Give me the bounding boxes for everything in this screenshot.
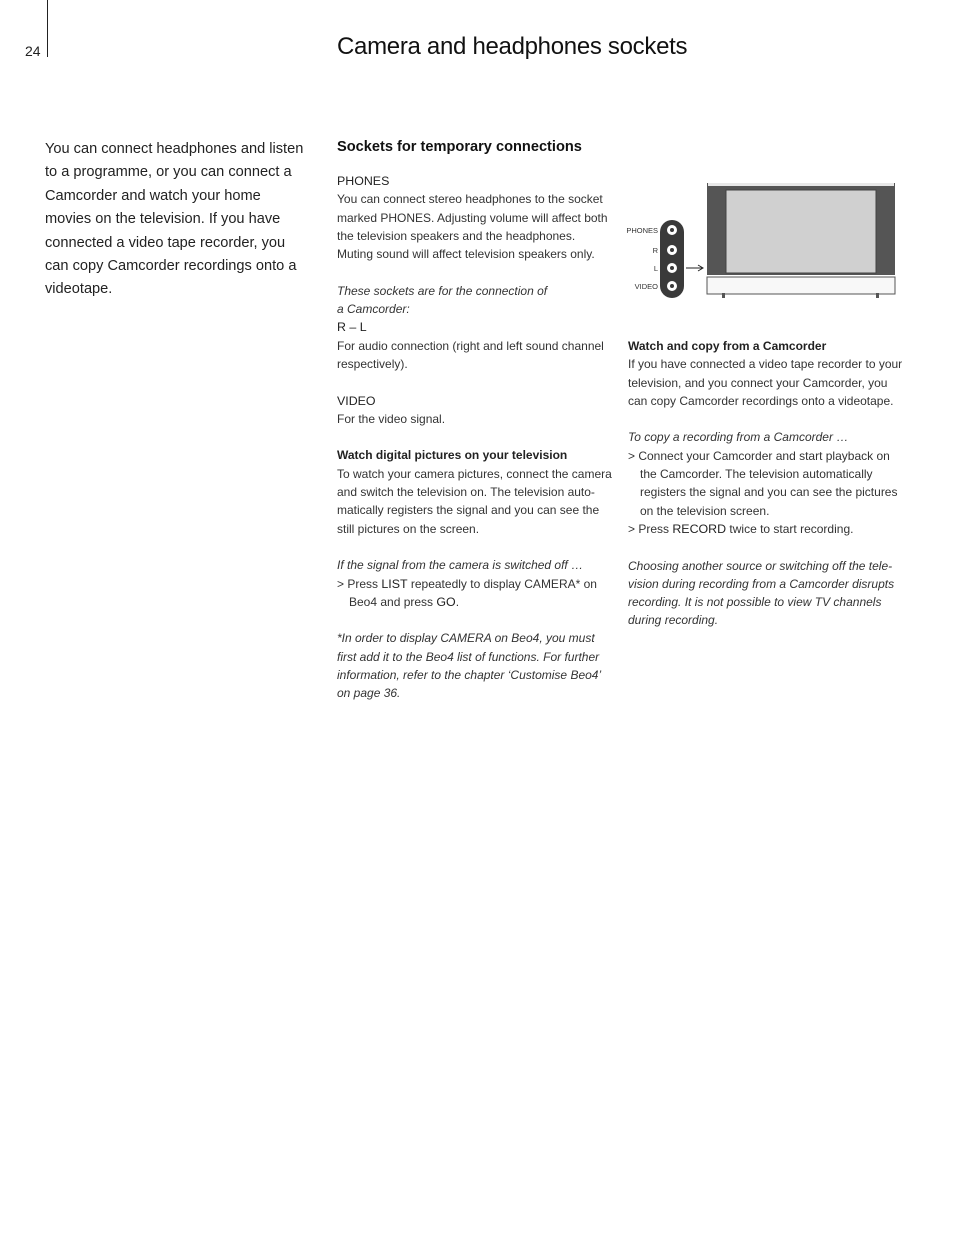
step-end: . <box>455 594 460 609</box>
watch-copy-text: If you have connected a video tape recorder to your television, and you connect your Camcorder, you can copy Camcorder recordings onto a videotape. <box>628 357 903 408</box>
socket-diagram <box>626 180 898 302</box>
tv-foot-right <box>876 293 879 298</box>
key-list: LIST <box>381 576 408 591</box>
step-prefix: > Press <box>337 576 382 591</box>
video-label: VIDEO <box>337 393 376 408</box>
key-record: RECORD <box>672 521 727 536</box>
key-go: GO <box>436 594 456 609</box>
socket-phones <box>667 225 677 235</box>
section-title: Sockets for temporary connections <box>337 139 582 155</box>
watch-copy-note: Choosing another source or switching off the tele-vision during recording from a Camcorder disrupts recording. It is not possible to view TV channels during recording. <box>628 558 895 628</box>
camcorder-sockets-intro-1: These sockets are for the connection of <box>337 283 548 298</box>
tv-foot-left <box>722 293 725 298</box>
video-text: For the video signal. <box>337 411 446 426</box>
watch-copy-step-2 <box>628 520 906 538</box>
rl-text: For audio connection (right and left sound channel respectively). <box>337 338 604 371</box>
socket-video <box>667 281 677 291</box>
tv-top-edge <box>708 183 894 186</box>
label-r: R <box>652 246 658 255</box>
watch-copy-step-1: > Connect your Camcorder and start playback on the Camcorder. The television automatically registers the signal and you can see the pictures on the television screen. <box>628 448 898 518</box>
watch-copy-condition: To copy a recording from a Camcorder … <box>628 430 849 445</box>
watch-digital-text: To watch your camera pictures, connect the camera and switch the television on. The television auto-matically registers the signal and you can see the still pictures on the screen. <box>337 466 612 536</box>
page-number: 24 <box>25 43 41 59</box>
page-divider <box>47 0 48 57</box>
column-right <box>628 337 906 630</box>
rl-label: R – L <box>337 320 367 335</box>
column-left <box>337 172 613 703</box>
watch-digital-heading: Watch digital pictures on your television <box>337 448 568 463</box>
intro-paragraph: You can connect headphones and listen to a programme, or you can connect a Camcorder and watch your home movies on the television. If you have connected a video tape recorder, you can copy Camcorder recordings onto a videotape. <box>45 141 304 298</box>
step2-prefix: > Press <box>628 521 673 536</box>
label-phones: PHONES <box>626 226 658 235</box>
watch-digital-condition: If the signal from the camera is switched off … <box>337 558 584 573</box>
tv-stand <box>707 277 895 294</box>
watch-digital-step <box>337 575 613 612</box>
camcorder-sockets-intro-2: a Camcorder: <box>337 302 410 317</box>
socket-diagram-svg <box>626 180 898 302</box>
page-title: Camera and headphones sockets <box>337 33 688 60</box>
socket-l <box>667 263 677 273</box>
socket-r <box>667 245 677 255</box>
phones-label: PHONES <box>337 174 390 188</box>
watch-copy-heading: Watch and copy from a Camcorder <box>628 339 827 353</box>
step-mid: repeatedly to display CAMERA* on Beo4 and press <box>349 576 597 609</box>
phones-text: You can connect stereo headphones to the socket marked PHONES. Adjusting volume will affect both the television speakers and the headphones. Muting sound will affect television speakers only. <box>337 192 608 262</box>
step2-end: twice to start recording. <box>726 521 854 536</box>
label-l: L <box>653 264 658 273</box>
footnote: *In order to display CAMERA on Beo4, you must first add it to the Beo4 list of functions. For further information, refer to the chapter ‘Customise Beo4’ on page 36. <box>337 631 601 701</box>
label-video: VIDEO <box>634 282 658 291</box>
tv-screen <box>726 190 876 273</box>
